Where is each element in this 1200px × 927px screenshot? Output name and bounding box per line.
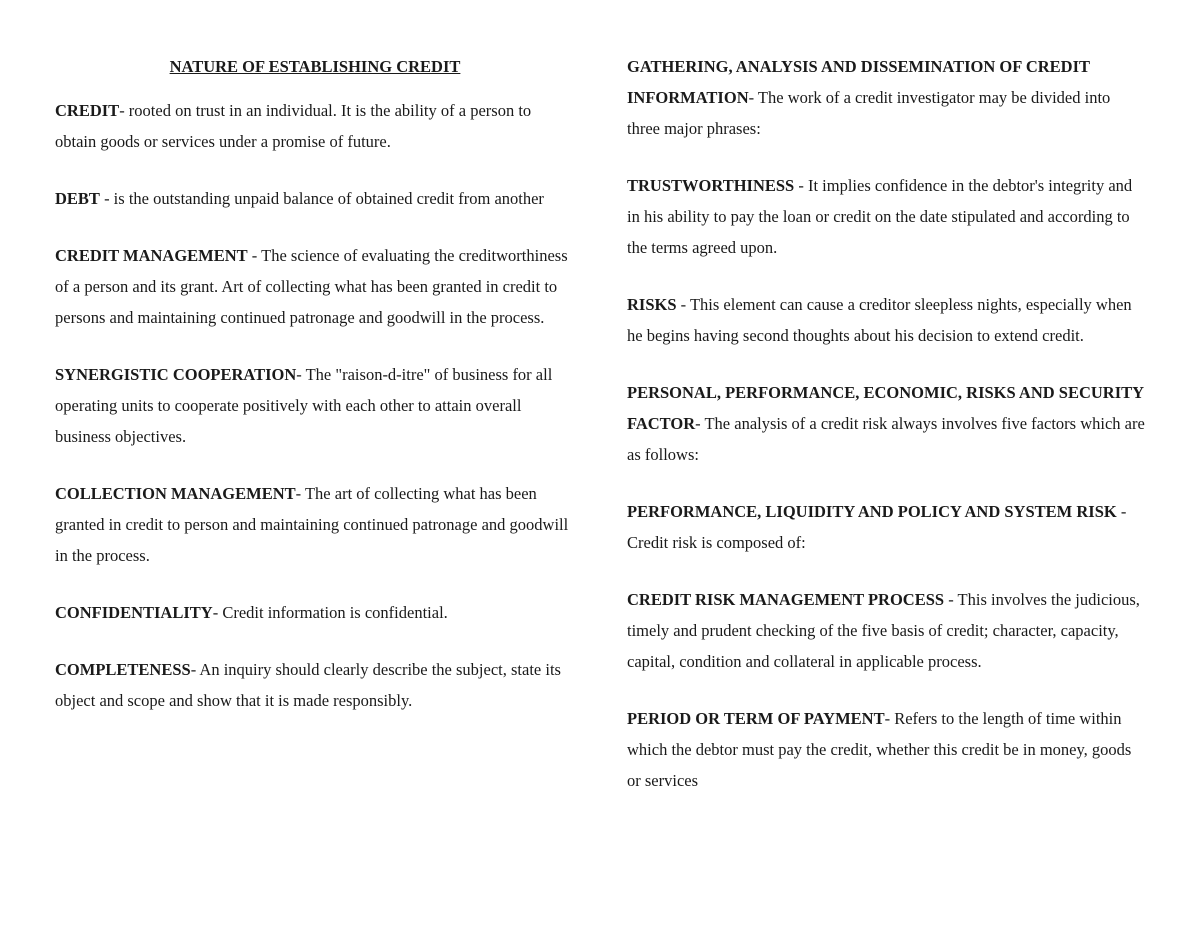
entry-term: PERIOD OR TERM OF PAYMENT [627,709,885,728]
definition-entry-debt [55,183,575,214]
entry-term: RISKS [627,295,677,314]
entry-term: CREDIT MANAGEMENT [55,246,248,265]
entry-definition: - An inquiry should clearly describe the subject, state its object and scope and show that it is made responsibly. [55,660,561,710]
entry-term: PERSONAL, PERFORMANCE, ECONOMIC, RISKS AND SECURITY FACTOR [627,383,1144,433]
definition-entry-credit [55,95,575,157]
entry-term: PERFORMANCE, LIQUIDITY AND POLICY AND SYSTEM RISK [627,502,1117,521]
entry-term: COMPLETENESS [55,660,191,679]
entry-definition: - This involves the judicious, timely and prudent checking of the five basis of credit; character, capacity, capital, condition and collateral in applicable process. [627,590,1140,671]
definition-entry-synergistic-cooperation [55,359,575,452]
definition-entry-system-risk [627,496,1147,558]
entry-definition: - rooted on trust in an individual. It is the ability of a person to obtain goods or services under a promise of future. [55,101,532,151]
entry-definition: - The science of evaluating the creditworthiness of a person and its grant. Art of collecting what has been granted in credit to persons and maintaining continued patronage and goodwill in the process. [55,246,568,327]
left-column [55,51,575,742]
entry-term: SYNERGISTIC COOPERATION [55,365,297,384]
entry-term: COLLECTION MANAGEMENT [55,484,296,503]
entry-definition: - Credit risk is composed of: [627,502,1127,552]
definition-entry-confidentiality [55,597,575,628]
entry-term: TRUSTWORTHINESS [627,176,795,195]
entry-term: GATHERING, ANALYSIS AND DISSEMINATION OF CREDIT INFORMATION [627,57,1090,107]
definition-entry-completeness [55,654,575,716]
definition-entry-period-of-payment [627,703,1147,796]
entry-term: DEBT [55,189,100,208]
entry-term: CREDIT [55,101,120,120]
definition-entry-security-factor [627,377,1147,470]
definition-entry-collection-management [55,478,575,571]
definition-entry-credit-risk-management [627,584,1147,677]
entry-definition: - Credit information is confidential. [212,603,448,622]
entry-definition: - Refers to the length of time within which the debtor must pay the credit, whether this credit be in money, goods or services [627,709,1132,790]
entry-definition: - It implies confidence in the debtor's integrity and in his ability to pay the loan or credit on the date stipulated and according to the terms agreed upon. [627,176,1133,257]
entry-definition: - The "raison-d-itre" of business for all operating units to cooperate positively with each other to attain overall business objectives. [55,365,553,446]
entry-definition: - is the outstanding unpaid balance of obtained credit from another [99,189,544,208]
definition-entry-gathering-analysis [627,51,1147,144]
definition-entry-trustworthiness [627,170,1147,263]
right-column [627,51,1147,822]
definition-entry-risks [627,289,1147,351]
entry-definition: - The art of collecting what has been granted in credit to person and maintaining continued patronage and goodwill in the process. [55,484,569,565]
entry-definition: - This element can cause a creditor sleepless nights, especially when he begins having second thoughts about his decision to extend credit. [627,295,1132,345]
entry-term: CREDIT RISK MANAGEMENT PROCESS [627,590,945,609]
document-title: NATURE OF ESTABLISHING CREDIT [169,57,461,76]
entry-term: CONFIDENTIALITY [55,603,213,622]
definition-entry-credit-management [55,240,575,333]
entry-definition: - The work of a credit investigator may be divided into three major phrases: [627,88,1111,138]
entry-definition: - The analysis of a credit risk always involves five factors which are as follows: [627,414,1145,464]
